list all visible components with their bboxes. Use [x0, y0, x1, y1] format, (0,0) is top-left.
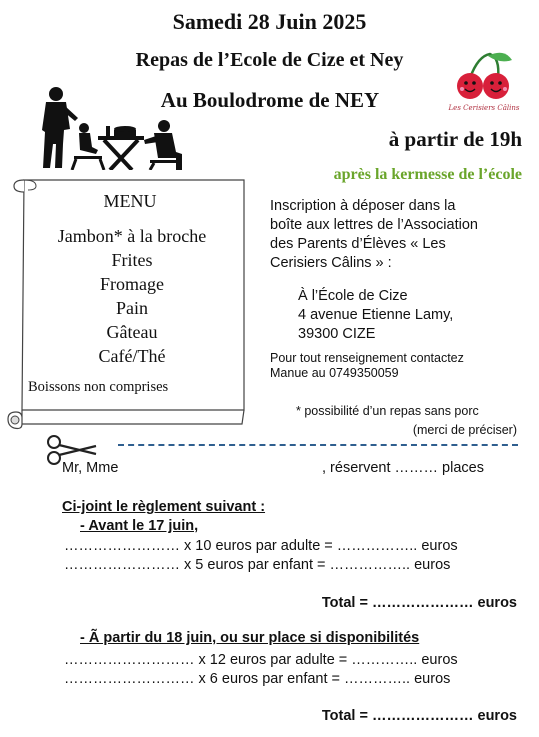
inscription-line: des Parents d’Élèves « Les — [270, 236, 446, 252]
inscription-instructions — [270, 197, 530, 273]
cherries-logo — [448, 50, 520, 122]
event-title: Repas de l’Ecole de Cize et Ney — [135, 49, 404, 71]
after-june-18-title: - Ã partir du 18 juin, ou sur place si disponibilités — [80, 630, 420, 646]
menu-item: Fromage — [100, 274, 164, 294]
drinks-note: Boissons non comprises — [28, 379, 169, 395]
school-address — [298, 287, 453, 344]
total-line: Total = ………………… euros — [321, 595, 517, 611]
inscription-line: Inscription à déposer dans la — [270, 198, 456, 214]
payment-title: Ci-joint le règlement suivant : — [62, 499, 266, 515]
menu-item: Pain — [115, 298, 148, 318]
inscription-line: Cerisiers Câlins » : — [270, 255, 392, 271]
menu-title: MENU — [103, 191, 157, 211]
address-line: À l’École de Cize — [298, 288, 408, 304]
price-line-adult: …………………… x 10 euros par adulte = …………….. euros — [64, 538, 458, 554]
before-june-17-title: - Avant le 17 juin, — [80, 518, 199, 534]
logo-text: Les Cerisiers Câlins — [448, 104, 520, 112]
address-line: 4 avenue Etienne Lamy, — [298, 307, 454, 323]
price-line-child: ……………………… x 6 euros par enfant = ………….. euros — [64, 671, 451, 687]
contact-line: Pour tout renseignement contactez — [270, 351, 464, 365]
inscription-line: boîte aux lettres de l’Association — [270, 217, 478, 233]
menu-item: Frites — [111, 250, 153, 270]
barbecue-silhouette-illustration — [36, 84, 186, 170]
places-field-label: , réservent ……… places — [322, 460, 484, 476]
price-line-adult: ……………………… x 12 euros par adulte = ………….. euros — [64, 652, 458, 668]
event-date: Samedi 28 Juin 2025 — [172, 9, 367, 34]
contact-info — [270, 351, 464, 381]
names-field-label: Mr, Mme — [62, 460, 119, 476]
price-line-child: …………………… x 5 euros par enfant = …………….. euros — [64, 557, 451, 573]
after-kermesse-note: après la kermesse de l’école — [333, 166, 522, 183]
cut-line-divider — [118, 444, 518, 446]
contact-line: Manue au 0749350059 — [270, 366, 399, 380]
event-time: à partir de 19h — [388, 127, 522, 151]
event-venue: Au Boulodrome de NEY — [160, 88, 380, 112]
menu-item: Jambon* à la broche — [57, 226, 207, 246]
no-pork-note-precise: (merci de préciser) — [412, 423, 517, 437]
menu-item: Café/Thé — [98, 346, 166, 366]
menu-item: Gâteau — [106, 322, 158, 342]
address-line: 39300 CIZE — [298, 326, 376, 342]
total-line: Total = ………………… euros — [321, 708, 517, 724]
no-pork-note: * possibilité d’un repas sans porc — [296, 404, 479, 418]
